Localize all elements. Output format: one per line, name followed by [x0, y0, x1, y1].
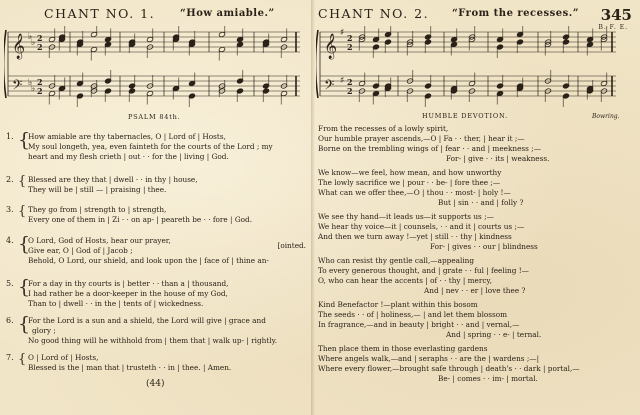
verse-line-tail: [ointed.	[277, 241, 306, 250]
verse-number: 2.	[6, 175, 14, 184]
verse-line: For a day in thy courts is | better · · than a | thousand,	[28, 279, 229, 288]
note-head	[372, 37, 379, 43]
note-head	[76, 81, 83, 87]
left-music-score	[4, 26, 304, 118]
note-head	[450, 37, 457, 43]
note-head	[104, 88, 111, 94]
note-head	[372, 91, 379, 97]
hymn-line: In fragrance,—and in beauty | bright · · and | vernal,—	[318, 320, 520, 329]
svg-text:2: 2	[347, 86, 353, 96]
svg-text:2: 2	[347, 42, 353, 52]
note-head	[496, 44, 503, 50]
note-head	[280, 37, 287, 43]
note-head	[90, 32, 97, 38]
right-key-signature	[340, 28, 344, 86]
author-credit: Bowring.	[592, 113, 620, 120]
verse-line: They go from | strength to | strength,	[28, 205, 167, 214]
brace-icon: {	[18, 129, 31, 151]
note-head	[188, 93, 195, 99]
verse-line: Blessed is the | man that | trusteth · · in | thee. | Amen.	[28, 363, 232, 372]
note-head	[128, 88, 135, 94]
note-head	[468, 81, 475, 87]
verse-number: 1.	[6, 132, 14, 141]
verse-line: Blessed are they that | dwell · · in thy | house,	[28, 175, 198, 184]
note-head	[372, 83, 379, 89]
left-barlines	[70, 32, 296, 96]
verse-number: 6.	[6, 316, 14, 325]
note-head	[146, 91, 153, 97]
treble-clef-icon: 𝄞	[12, 34, 26, 59]
verse-line: My soul longeth, yea, even fainteth for the courts of the Lord ; my	[28, 142, 273, 151]
hymn-line: And | nev · · er | love thee ?	[424, 286, 526, 295]
bass-clef-icon: 𝄢	[12, 77, 23, 96]
svg-text:♭: ♭	[28, 78, 33, 88]
brace-icon: {	[18, 352, 27, 367]
note-head	[280, 91, 287, 97]
verse-line: Behold, O Lord, our shield, and look upon the | face of | thine an-	[28, 256, 269, 265]
verse-line: O Lord, God of Hosts, hear our prayer,	[28, 236, 171, 245]
note-head	[562, 93, 569, 99]
svg-text:♯: ♯	[340, 76, 345, 86]
note-head	[172, 86, 179, 92]
hymn-line: Our humble prayer ascends,—O | Fa · · ther, | hear it ;—	[318, 134, 525, 143]
treble-clef-icon: 𝄞	[324, 34, 338, 59]
note-head	[48, 37, 55, 43]
note-head	[188, 81, 195, 87]
hymn-line: For- | gives · · our | blindness	[430, 242, 538, 251]
hymn-line: What can we offer thee,—O | thou · · most- | holy !—	[318, 188, 511, 197]
note-head	[236, 78, 243, 84]
composer-attribution: B. F. E.	[598, 24, 628, 31]
verse-line: Every one of them in | Zi · · on ap- | peareth be · · fore | God.	[28, 215, 253, 224]
note-head	[48, 91, 55, 97]
brace-icon: {	[18, 174, 27, 189]
verse-line: No good thing will he withhold from | them that | walk up- | rightly.	[28, 336, 278, 345]
note-head	[104, 78, 111, 84]
hymn-line: The seeds · · of | holiness,— | and let them blossom	[318, 310, 508, 319]
note-head	[262, 83, 269, 89]
note-head	[384, 39, 391, 45]
left-notes	[48, 26, 287, 107]
note-head	[562, 39, 569, 45]
note-head	[90, 47, 97, 53]
hymn-line: We hear thy voice—it | counsels, · · and it | courts us ;—	[318, 222, 525, 231]
note-head	[104, 37, 111, 43]
verse-line: They will be | still — | praising | thee.	[28, 185, 167, 194]
note-head	[496, 83, 503, 89]
verse-line: I had rather be a door-keeper in the house of my God,	[28, 289, 228, 298]
page-number: 345	[600, 6, 632, 24]
note-head	[236, 88, 243, 94]
verse-line: For the Lord is a sun and a shield, the Lord will give | grace and	[28, 316, 266, 325]
svg-text:2: 2	[347, 77, 353, 87]
note-head	[496, 91, 503, 97]
note-head	[76, 93, 83, 99]
right-music-score	[316, 26, 632, 116]
note-head	[218, 47, 225, 53]
left-psalm-caption: PSALM 84th.	[128, 113, 181, 121]
hymn-line: From the recesses of a lowly spirit,	[318, 124, 449, 133]
bass-clef-icon: 𝄢	[324, 77, 335, 96]
right-hymn-caption: HUMBLE DEVOTION.	[422, 112, 508, 120]
verse-line: glory ;	[32, 326, 56, 335]
verse-line: O | Lord of | Hosts,	[28, 353, 99, 362]
left-page-footer: (44)	[146, 379, 165, 389]
hymn-line: And then we turn away !—yet | still · · thy | kindness	[318, 232, 512, 241]
note-head	[586, 42, 593, 48]
note-head	[236, 37, 243, 43]
left-chant-subtitle: “How amiable.”	[180, 8, 275, 19]
hymn-line: To every generous thought, and | grate · · ful | feeling !—	[318, 266, 529, 275]
brace-icon: {	[18, 313, 31, 335]
hymn-line: Who can resist thy gentle call,—appealing	[318, 256, 475, 265]
note-head	[424, 39, 431, 45]
note-head	[600, 81, 607, 87]
note-head	[218, 32, 225, 38]
hymn-line: We see thy hand—it leads us—it supports us ;—	[318, 212, 494, 221]
right-chant-subtitle: “From the recesses.”	[452, 8, 579, 19]
hymn-line: The lowly sacrifice we | pour · · be- | fore thee ;—	[318, 178, 501, 187]
hymn-line: Be- | comes · · im- | mortal.	[438, 374, 538, 383]
hymn-line: But | sin · · and | folly ?	[438, 198, 524, 207]
svg-text:♭: ♭	[31, 84, 36, 94]
note-head	[424, 93, 431, 99]
left-staff-bass	[8, 76, 300, 96]
note-head	[516, 32, 523, 38]
verse-number: 3.	[6, 205, 14, 214]
svg-text:♭: ♭	[28, 32, 33, 42]
svg-text:2: 2	[37, 77, 43, 87]
hymn-line: Kind Benefactor !—plant within this bosom	[318, 300, 478, 309]
note-head	[358, 81, 365, 87]
page-gutter	[311, 0, 315, 415]
note-head	[146, 37, 153, 43]
svg-text:♭: ♭	[31, 38, 36, 48]
verse-line: heart and my flesh crieth | out · · for the | living | God.	[28, 152, 229, 161]
verse-number: 7.	[6, 353, 14, 362]
note-head	[262, 88, 269, 94]
svg-text:2: 2	[37, 33, 43, 43]
svg-text:♯: ♯	[340, 28, 345, 38]
hymn-line: For- | give · · its | weakness.	[446, 154, 550, 163]
verse-line: Give ear, O | God of | Jacob ;	[28, 246, 133, 255]
note-head	[58, 86, 65, 92]
right-staff-bass	[320, 76, 616, 96]
note-head	[128, 83, 135, 89]
hymn-line: Where every flower,—brought safe through | death's · · dark | portal,—	[318, 364, 580, 373]
note-head	[236, 42, 243, 48]
brace-icon: {	[18, 204, 27, 219]
hymn-line: Borne on the trembling wings of | fear · · and | meekness ;—	[318, 144, 541, 153]
hymn-line: And | spring · · e- | ternal.	[446, 330, 542, 339]
right-system-brace	[316, 30, 318, 98]
note-head	[450, 42, 457, 48]
left-chant-title: CHANT NO. 1.	[44, 6, 156, 21]
note-head	[496, 37, 503, 43]
verse-number: 5.	[6, 279, 14, 288]
svg-text:2: 2	[37, 42, 43, 52]
note-head	[384, 32, 391, 38]
hymn-line: Where angels walk,—and | seraphs · · are the | wardens ;—|	[318, 354, 540, 363]
left-time-signature	[37, 33, 43, 96]
note-head	[104, 42, 111, 48]
hymn-line: Then place them in those everlasting gardens	[318, 344, 488, 353]
left-system-brace	[4, 30, 6, 98]
svg-text:2: 2	[37, 86, 43, 96]
right-notes	[358, 26, 607, 107]
right-time-signature	[347, 33, 353, 96]
svg-text:2: 2	[347, 33, 353, 43]
left-key-signature	[28, 32, 35, 94]
hymn-line: We know—we feel, how mean, and how unworthy	[318, 168, 502, 177]
verse-number: 4.	[6, 236, 14, 245]
note-head	[372, 44, 379, 50]
brace-icon: {	[18, 276, 31, 298]
note-head	[586, 37, 593, 43]
note-head	[562, 83, 569, 89]
note-head	[424, 83, 431, 89]
brace-icon: {	[18, 233, 31, 255]
verse-line: Than to | dwell · · in the | tents of | wickedness.	[28, 299, 204, 308]
note-head	[516, 39, 523, 45]
hymn-line: O, who can hear the accents | of · · thy | mercy,	[318, 276, 492, 285]
verse-line: How amiable are thy tabernacles, O | Lord of | Hosts,	[28, 132, 226, 141]
right-chant-title: CHANT NO. 2.	[318, 6, 430, 21]
note-head	[424, 34, 431, 40]
note-head	[562, 34, 569, 40]
